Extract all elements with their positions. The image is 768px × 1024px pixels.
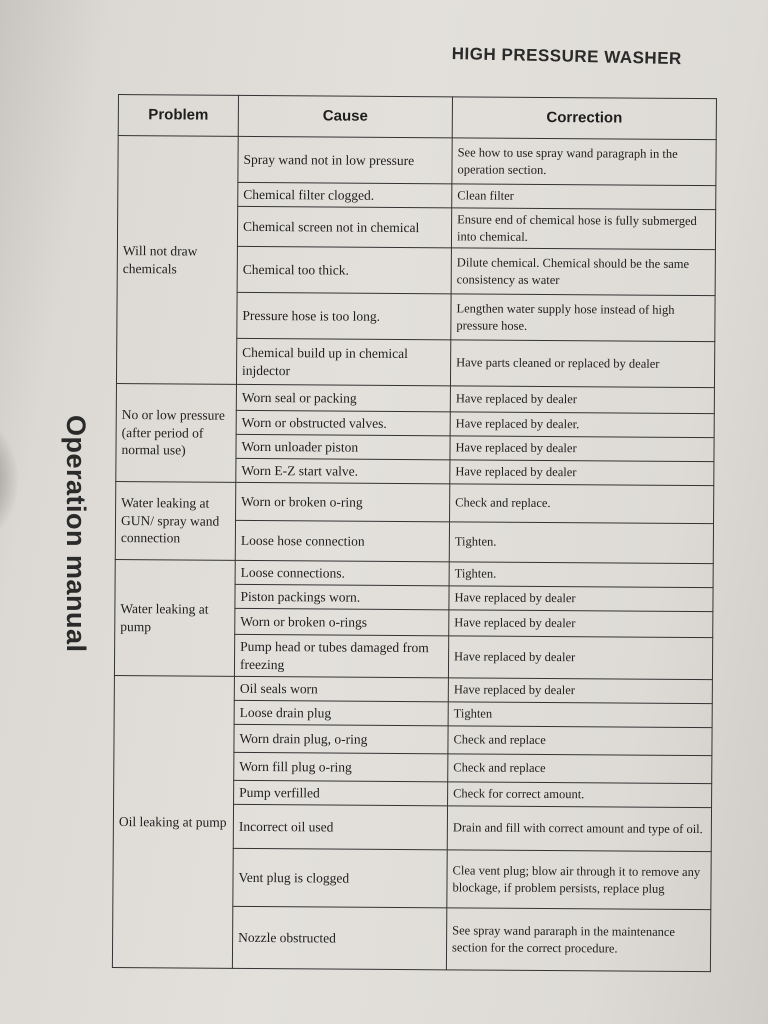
correction-cell: See spray wand pararaph in the maintenance section for the correct procedure. xyxy=(446,908,710,972)
correction-cell: Have replaced by dealer xyxy=(450,460,714,486)
correction-cell: Tighten. xyxy=(449,562,713,588)
correction-cell: Have replaced by dealer xyxy=(450,436,714,462)
correction-cell: Check and replace xyxy=(448,754,712,784)
correction-cell: Clean filter xyxy=(452,184,716,210)
table-body xyxy=(112,136,716,972)
correction-cell: Clea vent plug; blow air through it to remove any blockage, if problem persists, replace plug xyxy=(447,850,711,910)
correction-cell: Have parts cleaned or replaced by dealer xyxy=(450,340,714,388)
table-row xyxy=(118,136,716,186)
cause-cell: Worn fill plug o-ring xyxy=(234,752,448,781)
cause-cell: Vent plug is clogged xyxy=(233,848,447,907)
cause-cell: Chemical too thick. xyxy=(237,246,451,293)
cause-cell: Oil seals worn xyxy=(234,676,448,701)
page-header-title: HIGH PRESSURE WASHER xyxy=(451,44,683,69)
correction-cell: Tighten. xyxy=(449,522,713,564)
cause-cell: Worn drain plug, o-ring xyxy=(234,724,448,753)
cause-cell: Spray wand not in low pressure xyxy=(238,136,452,183)
cause-cell: Chemical build up in chemical injdector xyxy=(236,338,450,385)
cause-cell: Pressure hose is too long. xyxy=(237,292,451,339)
side-section-title: Operation manual xyxy=(61,415,91,653)
correction-cell: Have replaced by dealer xyxy=(448,636,712,680)
cause-cell: Incorrect oil used xyxy=(233,804,447,849)
table-row xyxy=(116,481,714,523)
cause-cell: Pump verfilled xyxy=(234,780,448,805)
troubleshooting-table xyxy=(112,94,717,972)
problem-cell: Water leaking at pump xyxy=(114,559,235,676)
cause-cell: Worn E-Z start valve. xyxy=(236,458,450,483)
cause-cell: Worn or broken o-ring xyxy=(236,482,450,521)
correction-cell: Have replaced by dealer. xyxy=(450,412,714,438)
cause-cell: Loose connections. xyxy=(235,560,449,585)
cause-cell: Chemical screen not in chemical xyxy=(237,206,451,247)
correction-cell: See how to use spray wand paragraph in the operation section. xyxy=(452,138,716,186)
table-row xyxy=(114,675,712,703)
cause-cell: Worn or obstructed valves. xyxy=(236,410,450,435)
cause-cell: Worn or broken o-rings xyxy=(235,608,449,635)
correction-cell: Lengthen water supply hose instead of high pressure hose. xyxy=(451,294,715,342)
page-fold-shadow xyxy=(0,410,20,550)
table-row xyxy=(116,383,714,413)
correction-cell: Have replaced by dealer xyxy=(450,386,714,414)
correction-cell: Check for correct amount. xyxy=(448,782,712,808)
correction-cell: Tighten xyxy=(448,702,712,728)
correction-cell: Have replaced by dealer xyxy=(449,610,713,638)
header-cause: Cause xyxy=(238,95,452,137)
header-problem: Problem xyxy=(118,95,238,137)
cause-cell: Piston packings worn. xyxy=(235,584,449,609)
problem-cell: Will not draw chemicals xyxy=(116,136,238,385)
correction-cell: Check and replace. xyxy=(450,484,714,524)
correction-cell: Drain and fill with correct amount and type of oil. xyxy=(447,806,711,852)
correction-cell: Dilute chemical. Chemical should be the same consistency as water xyxy=(451,248,715,296)
cause-cell: Chemical filter clogged. xyxy=(238,182,452,207)
problem-cell: Water leaking at GUN/ spray wand connection xyxy=(115,481,236,560)
cause-cell: Nozzle obstructed xyxy=(232,906,446,969)
cause-cell: Loose hose connection xyxy=(235,520,449,561)
table-row xyxy=(115,559,713,587)
cause-cell: Worn seal or packing xyxy=(236,384,450,411)
correction-cell: Have replaced by dealer xyxy=(449,586,713,612)
cause-cell: Loose drain plug xyxy=(234,700,448,725)
header-correction: Correction xyxy=(452,97,716,140)
correction-cell: Have replaced by dealer xyxy=(448,678,712,704)
cause-cell: Worn unloader piston xyxy=(236,434,450,459)
correction-cell: Check and replace xyxy=(448,726,712,756)
cause-cell: Pump head or tubes damaged from freezing xyxy=(234,634,448,677)
table-header-row xyxy=(118,95,716,140)
problem-cell: Oil leaking at pump xyxy=(112,675,234,968)
problem-cell: No or low pressure (after period of normal use) xyxy=(116,383,237,482)
correction-cell: Ensure end of chemical hose is fully submerged into chemical. xyxy=(451,208,715,250)
